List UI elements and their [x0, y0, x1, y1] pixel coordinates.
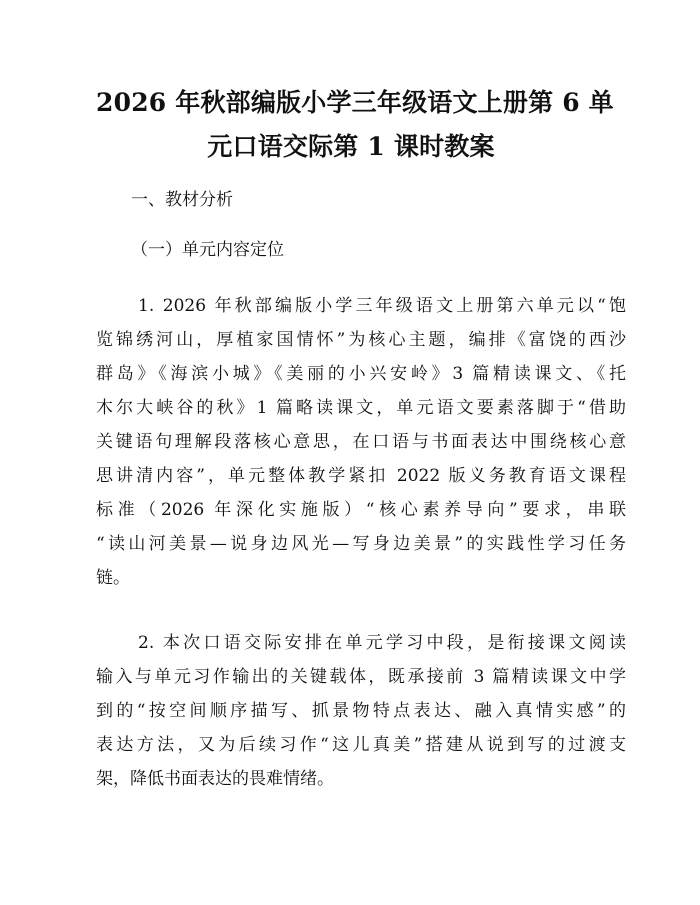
paragraph-1 [96, 289, 626, 595]
paragraph-line: 1. 2026 年秋部编版小学三年级语文上册第六单元以“饱 [138, 296, 626, 316]
paragraph-line: 架，降低书面表达的畏难情绪。 [96, 769, 334, 789]
paragraph-line: 到的“按空间顺序描写、抓景物特点表达、融入真情实感”的 [96, 701, 626, 721]
paragraph-line: 览锦绣河山，厚植家国情怀”为核心主题，编排《富饶的西沙 [96, 330, 626, 350]
document-title-line-2: 元口语交际第 1 课时教案 [207, 132, 495, 161]
paragraph-line: 2. 本次口语交际安排在单元学习中段，是衔接课文阅读 [138, 633, 626, 653]
paragraph-line: 群岛》《海滨小城》《美丽的小兴安岭》3 篇精读课文、《托 [96, 364, 626, 384]
document-title-line-1: 2026 年秋部编版小学三年级语文上册第 6 单 [96, 88, 614, 117]
paragraph-line: 表达方法，又为后续习作“这儿真美”搭建从说到写的过渡支 [96, 735, 626, 755]
paragraph-line: 木尔大峡谷的秋》1 篇略读课文，单元语文要素落脚于“借助 [96, 398, 626, 418]
paragraph-2 [96, 626, 626, 796]
paragraph-line: 关键语句理解段落核心意思，在口语与书面表达中围绕核心意 [96, 432, 626, 452]
paragraph-line: 输入与单元习作输出的关键载体，既承接前 3 篇精读课文中学 [96, 667, 626, 687]
section-heading: 一、教材分析 [131, 190, 233, 210]
subsection-heading: （一）单元内容定位 [131, 240, 284, 260]
paragraph-line: 链。 [96, 568, 130, 588]
paragraph-line: 思讲清内容”，单元整体教学紧扣 2022 版义务教育语文课程 [96, 466, 626, 486]
paragraph-line: 标准（2026 年深化实施版）“核心素养导向”要求，串联 [96, 500, 626, 520]
paragraph-line: “读山河美景—说身边风光—写身边美景”的实践性学习任务 [96, 534, 626, 554]
